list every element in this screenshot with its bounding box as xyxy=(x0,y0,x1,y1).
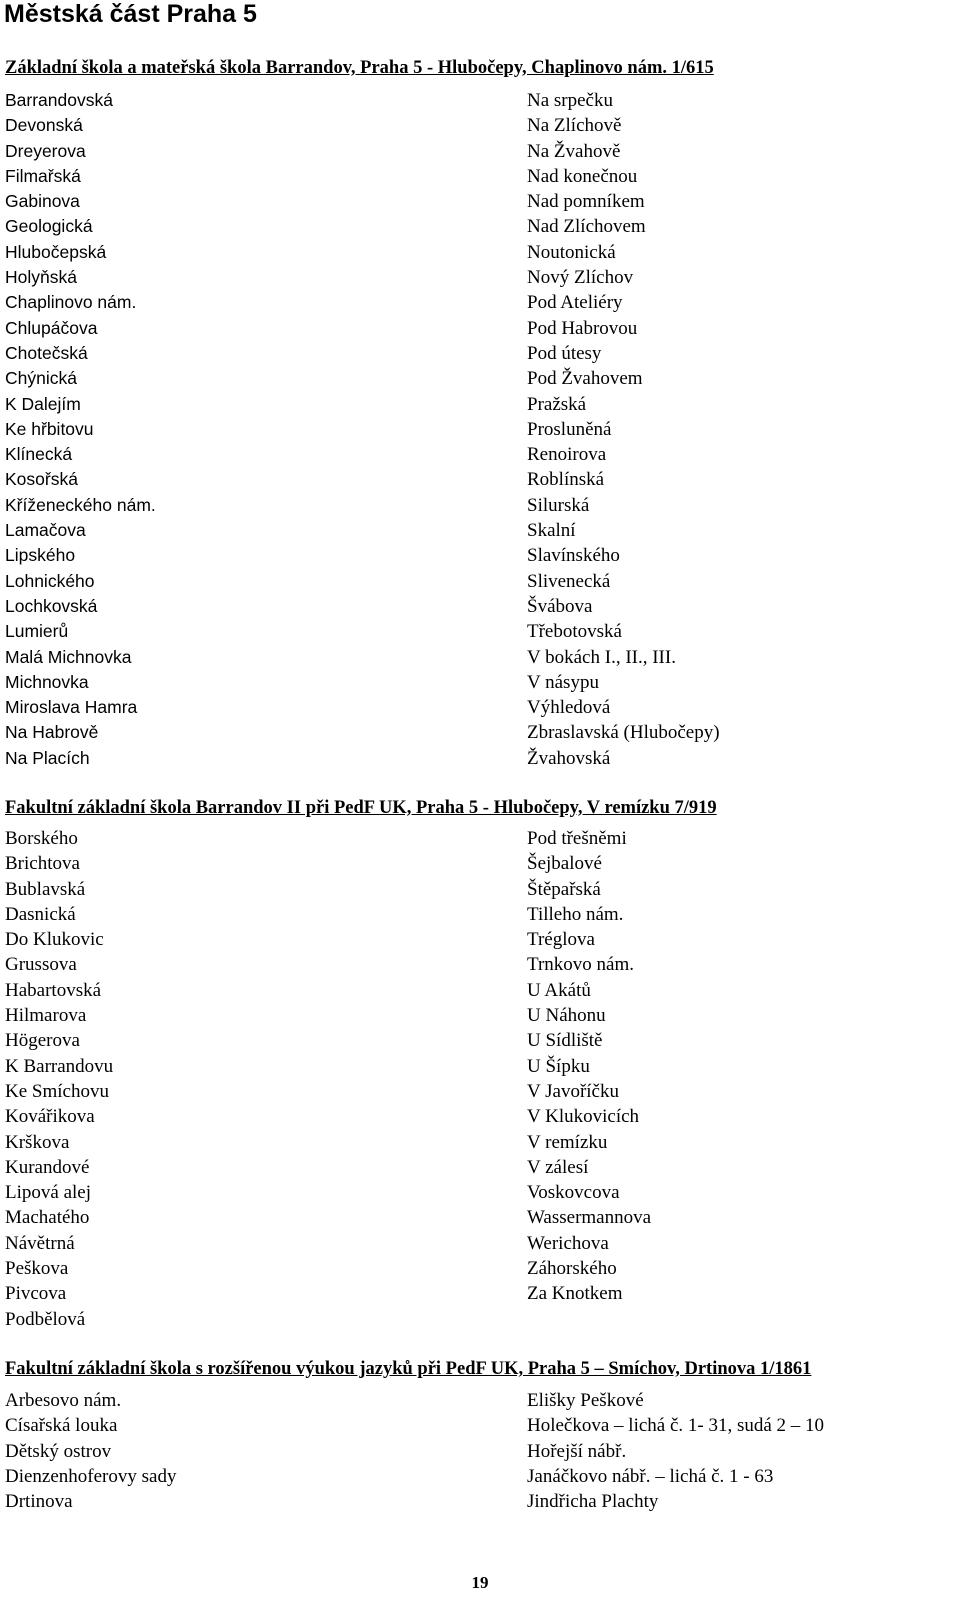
street-name: Lipského xyxy=(5,545,76,566)
street-name: Drtinova xyxy=(5,1491,73,1513)
street-name: Podbělová xyxy=(5,1308,86,1330)
street-name: Chlupáčova xyxy=(5,317,98,338)
street-name: Slavínského xyxy=(527,545,620,567)
street-name: Högerova xyxy=(5,1030,80,1052)
section-heading: Fakultní základní škola s rozšířenou výukou jazyků při PedF UK, Praha 5 – Smíchov, Drtinova 1/1861 xyxy=(5,1359,812,1379)
street-name: Nad pomníkem xyxy=(527,191,645,213)
section-heading: Fakultní základní škola Barrandov II při PedF UK, Praha 5 - Hlubočepy, V remízku 7/919 xyxy=(5,798,717,818)
street-name: Nad Zlíchovem xyxy=(527,216,646,238)
street-name: Štěpařská xyxy=(527,878,601,900)
street-name: V Javoříčku xyxy=(527,1080,619,1102)
street-name: Devonská xyxy=(5,115,83,136)
street-name: Arbesovo nám. xyxy=(5,1390,122,1411)
street-name: Pod útesy xyxy=(527,342,602,364)
page-title: Městská část Praha 5 xyxy=(4,0,257,28)
street-name: Dětský ostrov xyxy=(5,1440,112,1462)
street-name: Skalní xyxy=(527,520,576,542)
street-name: Renoirova xyxy=(527,444,607,466)
street-name: Chaplinovo nám. xyxy=(5,292,137,313)
street-name: Voskovcova xyxy=(527,1182,620,1204)
street-name: U Sídliště xyxy=(527,1030,603,1052)
street-name: Hořejší nábř. xyxy=(527,1440,627,1462)
street-name: Bublavská xyxy=(5,878,86,900)
street-name: Na Habrově xyxy=(5,722,99,743)
street-name: Pod třešněmi xyxy=(527,828,627,849)
street-name: Miroslava Hamra xyxy=(5,697,138,718)
street-name: Zbraslavská (Hlubočepy) xyxy=(527,722,720,744)
street-name: Pod Habrovou xyxy=(527,317,638,339)
street-name: Jindřicha Plachty xyxy=(527,1491,659,1513)
street-name: Grussova xyxy=(5,954,77,976)
street-name: Na Placích xyxy=(5,747,90,768)
street-name: Kříženeckého nám. xyxy=(5,494,156,515)
street-name: Císařská louka xyxy=(5,1415,118,1437)
street-name: Gabinova xyxy=(5,191,80,212)
street-name: Návětrná xyxy=(5,1232,75,1254)
street-name: Nový Zlíchov xyxy=(527,267,634,289)
street-list-right xyxy=(527,1388,824,1514)
street-name: Borského xyxy=(5,828,78,849)
street-name: Noutonická xyxy=(527,241,616,263)
street-name: Kurandové xyxy=(5,1156,90,1178)
street-name: Kosořská xyxy=(5,469,78,490)
street-name: Ke Smíchovu xyxy=(5,1080,109,1102)
street-name: V remízku xyxy=(527,1131,608,1153)
street-name: V Klukovicích xyxy=(527,1106,640,1128)
street-name: Trnkovo nám. xyxy=(527,954,634,976)
street-name: V bokách I., II., III. xyxy=(527,646,676,668)
street-list-right xyxy=(527,88,720,771)
street-name: Habartovská xyxy=(5,979,102,1001)
street-name: Filmařská xyxy=(5,165,81,186)
street-name: Slivenecká xyxy=(527,570,611,592)
street-name: Chotečská xyxy=(5,342,88,363)
street-name: Brichtova xyxy=(5,853,80,875)
street-name: Třebotovská xyxy=(527,621,622,643)
street-name: V zálesí xyxy=(527,1156,589,1178)
street-name: Holečkova – lichá č. 1- 31, sudá 2 – 10 xyxy=(527,1415,825,1437)
street-name: Dienzenhoferovy sady xyxy=(5,1465,177,1487)
street-name: Na Zlíchově xyxy=(527,115,622,137)
street-name: Kovářikova xyxy=(5,1106,95,1128)
street-name: Dasnická xyxy=(5,903,76,925)
street-name: Za Knotkem xyxy=(527,1283,623,1305)
street-name: Tilleho nám. xyxy=(527,903,624,925)
street-name: V násypu xyxy=(527,671,599,693)
street-name: U Šípku xyxy=(527,1055,590,1077)
street-name: Žvahovská xyxy=(527,747,611,769)
street-name: Wassermannova xyxy=(527,1207,652,1229)
street-name: Na srpečku xyxy=(527,90,613,111)
street-list-left xyxy=(5,88,156,771)
street-name: Janáčkovo nábř. – lichá č. 1 - 63 xyxy=(527,1465,774,1487)
street-name: Krškova xyxy=(5,1131,70,1153)
street-name: Machatého xyxy=(5,1207,90,1229)
street-list-left xyxy=(5,1388,176,1514)
street-name: Geologická xyxy=(5,216,93,237)
street-name: Nad konečnou xyxy=(527,165,638,187)
street-list-right xyxy=(527,826,651,1307)
street-name: Dreyerova xyxy=(5,140,86,161)
street-name: Peškova xyxy=(5,1258,69,1280)
street-name: U Akátů xyxy=(527,979,591,1001)
street-name: U Náhonu xyxy=(527,1005,606,1027)
street-name: Na Žvahově xyxy=(527,140,621,162)
street-name: Šejbalové xyxy=(527,853,602,875)
street-name: Výhledová xyxy=(527,697,611,719)
street-name: Klínecká xyxy=(5,444,73,465)
street-name: Lipová alej xyxy=(5,1182,91,1204)
street-name: Werichova xyxy=(527,1232,609,1254)
street-name: Silurská xyxy=(527,494,590,516)
street-name: Michnovka xyxy=(5,671,89,692)
street-name: Holyňská xyxy=(5,267,77,288)
street-name: Lumierů xyxy=(5,621,69,642)
street-name: Pražská xyxy=(527,393,587,415)
street-name: Do Klukovic xyxy=(5,929,104,951)
street-name: Chýnická xyxy=(5,368,77,389)
street-list-left xyxy=(5,826,113,1332)
street-name: Pivcova xyxy=(5,1283,67,1305)
street-name: Hlubočepská xyxy=(5,241,107,262)
street-name: Pod Žvahovem xyxy=(527,368,643,390)
street-name: Hilmarova xyxy=(5,1005,87,1027)
street-name: Ke hřbitovu xyxy=(5,418,94,439)
street-name: Pod Ateliéry xyxy=(527,292,623,314)
street-name: Lochkovská xyxy=(5,595,98,616)
street-name: Barrandovská xyxy=(5,90,113,110)
street-name: K Dalejím xyxy=(5,393,81,414)
street-name: Tréglova xyxy=(527,929,595,951)
street-name: Malá Michnovka xyxy=(5,646,132,667)
street-name: K Barrandovu xyxy=(5,1055,114,1077)
street-name: Lamačova xyxy=(5,520,86,541)
street-name: Záhorského xyxy=(527,1258,617,1280)
street-name: Lohnického xyxy=(5,570,95,591)
street-name: Prosluněná xyxy=(527,418,612,440)
street-name: Roblínská xyxy=(527,469,605,491)
street-name: Elišky Peškové xyxy=(527,1390,644,1411)
section-heading: Základní škola a mateřská škola Barrandov, Praha 5 - Hlubočepy, Chaplinovo nám. 1/615 xyxy=(5,58,714,78)
street-name: Švábova xyxy=(527,595,593,617)
page-number: 19 xyxy=(471,1573,489,1592)
